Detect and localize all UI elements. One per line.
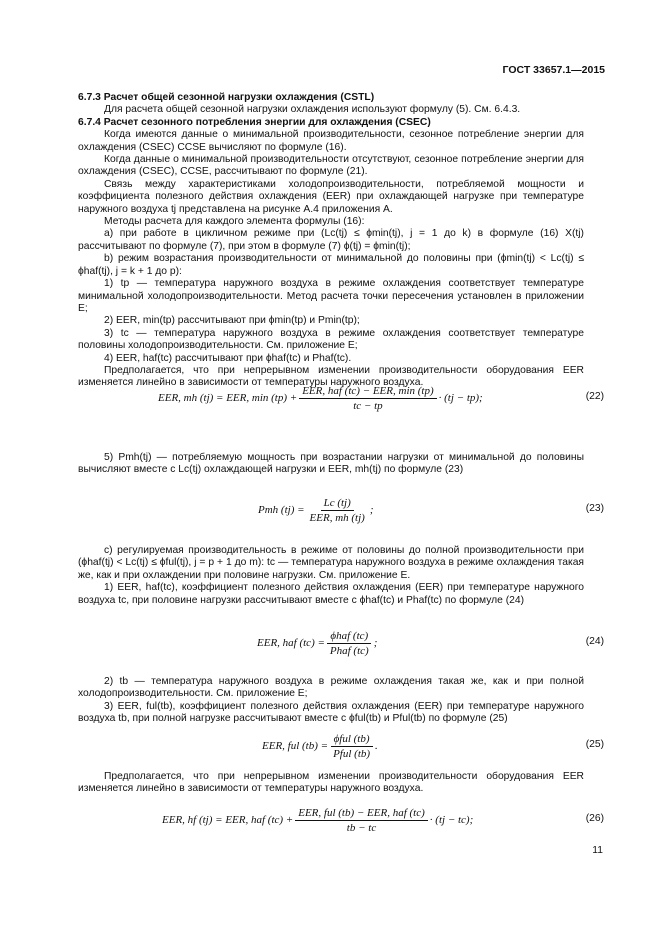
paragraph: 4) EER, haf(tc) рассчитывают при ϕhaf(tc) и Phaf(tc). <box>104 352 352 364</box>
formula-number: (25) <box>585 739 604 750</box>
formula-tail: · (tj − tp); <box>438 392 483 404</box>
paragraph: 5) Pmh(tj) — потребляемую мощность при возрастании нагрузки от минимальной до половины вычисляют вместе с Lc(tj) охлаждающей нагрузки и EER, mh(tj) по формуле (23) <box>78 452 584 476</box>
formula-denominator: EER, mh (tj) <box>309 511 365 524</box>
formula-numerator: Lc (tj) <box>321 497 354 511</box>
text-block-3 <box>78 545 584 607</box>
formula-23 <box>0 492 661 528</box>
text-block-2 <box>78 452 584 477</box>
paragraph: 2) tb — температура наружного воздуха в режиме охлаждения такая же, как и при полной холодопроизводительности. См. приложение Е; <box>78 676 584 700</box>
formula-numerator: ϕhaf (tc) <box>327 630 371 644</box>
formula-number: (26) <box>585 813 604 824</box>
formula-number: (23) <box>585 503 604 514</box>
formula-number: (24) <box>585 636 604 647</box>
formula-tail: ; <box>369 504 374 516</box>
formula-26 <box>0 802 661 838</box>
paragraph: a) при работе в цикличном режиме при (Lc(tj) ≤ ϕmin(tj), j = 1 до k) в формуле (16) X(tj) рассчитывают по формуле (7), при этом в формуле (7) ϕ(tj) = ϕmin(tj); <box>78 228 584 252</box>
formula-number: (22) <box>585 391 604 402</box>
formula-22 <box>0 380 661 416</box>
section-heading-673: 6.7.3 Расчет общей сезонной нагрузки охлаждения (CSTL) <box>78 92 375 103</box>
paragraph: Связь между характеристиками холодопроизводительности, потребляемой мощности и коэффициента полезного действия охлаждения (EER) при охлаждающей нагрузке при температуре наружного воздуха tj представлена на рисунке А.4 приложения А. <box>78 178 584 215</box>
formula-denominator: Phaf (tc) <box>329 644 369 657</box>
formula-numerator: EER, ful (tb) − EER, haf (tc) <box>295 807 428 821</box>
text-block-5 <box>78 771 584 796</box>
paragraph: 2) EER, min(tp) рассчитывают при ϕmin(tp) и Pmin(tp); <box>104 315 360 327</box>
formula-25 <box>0 728 661 764</box>
paragraph: b) режим возрастания производительности от минимальной до половины при (ϕmin(tj) < Lc(tj) ≤ ϕhaf(tj), j = k + 1 до p): <box>78 253 584 277</box>
formula-numerator: ϕful (tb) <box>331 733 373 747</box>
paragraph: Для расчета общей сезонной нагрузки охлаждения используют формулу (5). См. 6.4.3. <box>104 104 521 116</box>
formula-tail: · (tj − tc); <box>429 814 474 826</box>
paragraph: Когда имеются данные о минимальной производительности, сезонное потребление энергии для охлаждения (CSEC) CCSE вычисляют по формуле (16). <box>78 129 584 153</box>
paragraph: Предполагается, что при непрерывном изменении производительности оборудования EER изменяется линейно в зависимости от температуры наружного воздуха. <box>78 364 584 389</box>
formula-lhs: EER, haf (tc) = <box>257 637 325 649</box>
page-number: 11 <box>592 845 603 856</box>
paragraph: Когда данные о минимальной производительности отсутствуют, сезонное потребление энергии для охлаждения (CSEC), CCSE, рассчитывают по формуле (21). <box>78 154 584 178</box>
formula-denominator: Pful (tb) <box>333 747 371 760</box>
paragraph: Методы расчета для каждого элемента формулы (16): <box>104 216 365 228</box>
formula-tail: . <box>375 740 378 752</box>
formula-24 <box>0 625 661 661</box>
paragraph: c) регулируемая производительность в режиме от половины до полной производительности при (ϕhaf(tj) < Lc(tj) ≤ ϕful(tj), j = p + 1 до m): tc — температура наружного воздуха в режиме охлаждения такая же, как и при охлаждении при половине нагрузки. См. приложение Е. <box>78 545 584 581</box>
section-heading-674: 6.7.4 Расчет сезонного потребления энергии для охлаждения (CSEC) <box>78 116 431 128</box>
paragraph: Предполагается, что при непрерывном изменении производительности оборудования EER изменяется линейно в зависимости от температуры наружного воздуха. <box>78 771 584 795</box>
formula-lhs: Pmh (tj) = <box>258 504 305 516</box>
paragraph: 1) EER, haf(tc), коэффициент полезного действия охлаждения (EER) при температуре наружного воздуха tc, при половине нагрузки рассчитывают вместе с ϕhaf(tc) и Phaf(tc) по формуле (24) <box>78 582 584 606</box>
formula-tail: ; <box>373 637 378 649</box>
paragraph: 1) tp — температура наружного воздуха в режиме охлаждения соответствует температуре минимальной холодопроизводительности. Метод расчета точки пересечения установлен в приложении Е; <box>78 278 584 314</box>
paragraph: 3) tc — температура наружного воздуха в режиме охлаждения соответствует температуре половины холодопроизводительности. См. приложение Е; <box>78 327 584 352</box>
formula-lhs: EER, hf (tj) = EER, haf (tc) + <box>162 814 294 826</box>
text-block-1 <box>78 92 584 390</box>
paragraph: 3) EER, ful(tb), коэффициент полезного действия охлаждения (EER) при температуре наружного воздуха tb, при полной нагрузке рассчитывают вместе с ϕful(tb) и Pful(tb) по формуле (25) <box>78 700 584 725</box>
standard-header: ГОСТ 33657.1—2015 <box>502 64 605 76</box>
formula-lhs: EER, mh (tj) = EER, min (tp) + <box>158 392 298 404</box>
formula-denominator: tb − tc <box>346 821 377 834</box>
formula-denominator: tc − tp <box>353 399 383 412</box>
formula-numerator: EER, haf (tc) − EER, min (tp) <box>299 385 436 399</box>
formula-lhs: EER, ful (tb) = <box>262 740 329 752</box>
text-block-4 <box>78 676 584 726</box>
